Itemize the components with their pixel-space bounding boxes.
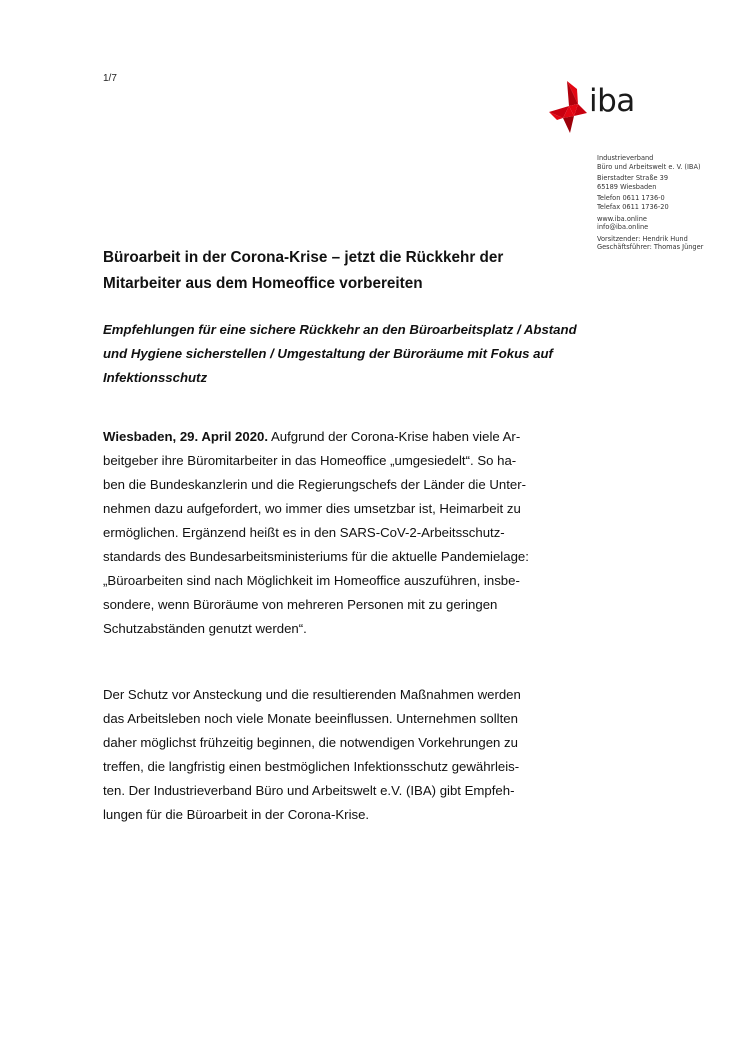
contact-line: Vorsitzender: Hendrik Hund bbox=[597, 234, 688, 243]
contact-line: Telefax 0611 1736-20 bbox=[597, 202, 669, 211]
contact-line: Telefon 0611 1736-0 bbox=[597, 194, 665, 203]
contact-address bbox=[597, 174, 737, 191]
subheadline: Empfehlungen für eine sichere Rückkehr an den Büroarbeitsplatz / Abstand und Hygiene sicherstellen / Umgestaltung der Büroräume mit Fokus auf Infektionsschutz bbox=[103, 322, 577, 385]
paragraph-1 bbox=[103, 425, 593, 641]
contact-organization bbox=[597, 154, 737, 171]
contact-people bbox=[597, 235, 737, 252]
paragraph-line: Schutzabständen genutzt werden“. bbox=[103, 621, 307, 636]
contact-web bbox=[597, 215, 737, 232]
paragraph-line: daher möglichst frühzeitig beginnen, die notwendigen Vorkehrungen zu bbox=[103, 735, 518, 750]
paragraph-line: ben die Bundeskanzlerin und die Regierungschefs der Länder die Unter- bbox=[103, 477, 527, 492]
iba-logo-mark-icon bbox=[547, 80, 587, 134]
paragraph-line-text: Aufgrund der Corona-Krise haben viele Ar- bbox=[268, 429, 521, 444]
contact-line: Industrieverband bbox=[597, 154, 654, 162]
page-number: 1/7 bbox=[103, 73, 117, 84]
paragraph-line: „Büroarbeiten sind nach Möglichkeit im Homeoffice auszuführen, insbe- bbox=[103, 573, 520, 588]
paragraph-line: standards des Bundesarbeitsministeriums für die aktuelle Pandemielage: bbox=[103, 549, 529, 564]
paragraph-line: das Arbeitsleben noch viele Monate beeinflussen. Unternehmen sollten bbox=[103, 711, 518, 726]
email-link[interactable]: info@iba.online bbox=[597, 223, 649, 232]
contact-line: Büro und Arbeitswelt e. V. (IBA) bbox=[597, 162, 701, 171]
contact-block bbox=[597, 154, 737, 255]
iba-logo bbox=[547, 80, 647, 136]
website-link[interactable]: www.iba.online bbox=[597, 214, 647, 223]
paragraph-line: ten. Der Industrieverband Büro und Arbeitswelt e.V. (IBA) gibt Empfeh- bbox=[103, 783, 515, 798]
contact-line: 65189 Wiesbaden bbox=[597, 182, 657, 191]
contact-phone bbox=[597, 194, 737, 211]
dateline: Wiesbaden, 29. April 2020. bbox=[103, 429, 269, 444]
contact-line: Bierstadter Straße 39 bbox=[597, 174, 669, 183]
paragraph-line: sondere, wenn Büroräume von mehreren Personen mit zu geringen bbox=[103, 597, 498, 612]
paragraph-line: lungen für die Büroarbeit in der Corona-Krise. bbox=[103, 807, 370, 822]
paragraph-line bbox=[103, 425, 593, 449]
iba-logo-text: iba bbox=[589, 83, 635, 119]
paragraph-line: nehmen dazu aufgefordert, wo immer dies umsetzbar ist, Heimarbeit zu bbox=[103, 501, 521, 516]
paragraph-line: ermöglichen. Ergänzend heißt es in den SARS-CoV-2-Arbeitsschutz- bbox=[103, 525, 505, 540]
paragraph-line: treffen, die langfristig einen bestmöglichen Infektionsschutz gewährleis- bbox=[103, 759, 520, 774]
paragraph-2 bbox=[103, 683, 593, 827]
contact-line: Geschäftsführer: Thomas Jünger bbox=[597, 243, 704, 252]
paragraph-line: Der Schutz vor Ansteckung und die resultierenden Maßnahmen werden bbox=[103, 687, 521, 702]
headline: Büroarbeit in der Corona-Krise – jetzt die Rückkehr der Mitarbeiter aus dem Homeoffice vorbereiten bbox=[103, 249, 504, 292]
paragraph-line: beitgeber ihre Büromitarbeiter in das Homeoffice „umgesiedelt“. So ha- bbox=[103, 453, 517, 468]
